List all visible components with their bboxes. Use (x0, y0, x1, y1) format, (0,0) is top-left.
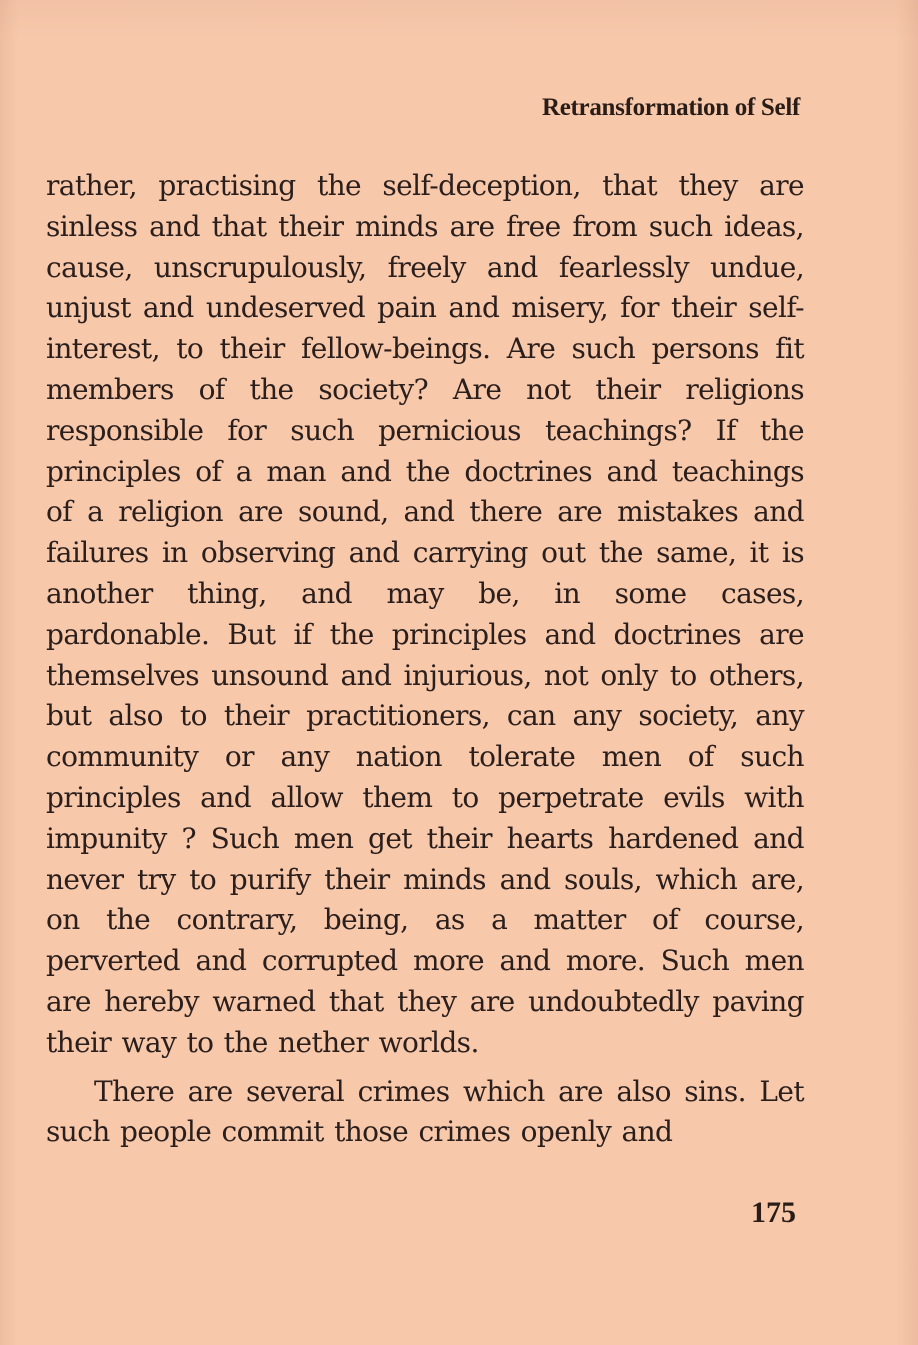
paragraph-2: There are several crimes which are also sins. Let such people commit those crimes openly and (46, 1074, 804, 1149)
body-text (46, 166, 804, 1153)
page-number: 175 (751, 1196, 796, 1229)
paragraph-1: rather, practising the self-deception, that they are sinless and that their minds are free from such ideas, cause, unscrupulously, freely and fearlessly undue, unjust and undeserved pain and misery, for their self-interest, to their fellow-beings. Are such persons fit members of the society? Are not their religions responsible for such pernicious teachings? If the principles of a man and the doctrines and teachings of a religion are sound, and there are mistakes and failures in observing and carrying out the same, it is another thing, and may be, in some cases, pardonable. But if the principles and doctrines are themselves unsound and injurious, not only to others, but also to their practitioners, can any society, any community or any nation tolerate men of such principles and allow them to perpetrate evils with impunity ? Such men get their hearts hardened and never try to purify their minds and souls, which are, on the contrary, being, as a matter of course, perverted and corrupted more and more. Such men are hereby warned that they are undoubtedly paving their way to the nether worlds. (46, 169, 804, 1059)
running-header: Retransformation of Self (541, 94, 800, 121)
